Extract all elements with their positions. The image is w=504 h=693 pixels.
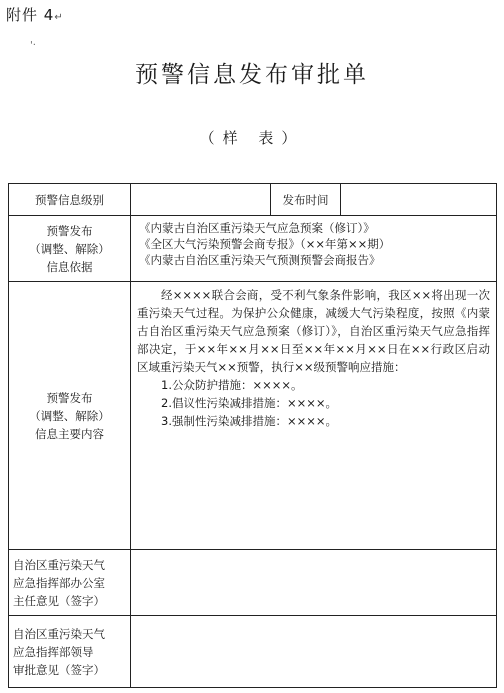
leader-approval-row <box>9 616 497 688</box>
time-label: 发布时间 <box>271 184 341 216</box>
approval-form-table <box>8 183 497 688</box>
measure-item: 1.公众防护措施：××××。 <box>161 378 303 392</box>
basis-label-line: （调整、解除） <box>29 241 110 256</box>
leader-approval-label <box>9 616 131 688</box>
content-label-line: （调整、解除） <box>29 408 110 423</box>
basis-row <box>9 216 497 282</box>
corner-mark: '· <box>30 40 36 51</box>
content-row <box>9 282 497 550</box>
level-field[interactable] <box>131 184 271 216</box>
office-opinion-row <box>9 550 497 616</box>
office-opinion-field[interactable] <box>131 550 497 616</box>
office-label-line: 主任意见（签字） <box>13 593 105 608</box>
attachment-label-text: 附件 4 <box>6 6 55 24</box>
main-content[interactable] <box>131 282 497 550</box>
leader-label-line: 审批意见（签字） <box>13 662 105 677</box>
leader-label-line: 应急指挥部领导 <box>13 644 94 659</box>
leader-label-line: 自治区重污染天气 <box>13 626 105 641</box>
page-subtitle: （样 表） <box>199 129 305 147</box>
basis-item: 《全区大气污染预警会商专报》（××年第××期） <box>139 237 391 251</box>
measure-item: 2.倡议性污染减排措施：××××。 <box>161 396 338 410</box>
paragraph-mark: ↵ <box>54 12 64 23</box>
content-paragraph: 经××××联合会商，受不利气象条件影响，我区××将出现一次重污染天气过程。为保护公众健康，减缓大气污染程度，按照《内蒙古自治区重污染天气应急预案（修订）》，自治区重污染天气应急指挥部决定，于××年××月××日至××年××月××日在××行政区启动区域重污染天气××预警，执行××级预警响应措施： <box>137 288 490 374</box>
page-title: 预警信息发布审批单 <box>135 62 369 88</box>
office-label-line: 自治区重污染天气 <box>13 557 105 572</box>
measure-item: 3.强制性污染减排措施：××××。 <box>161 414 338 428</box>
basis-item: 《内蒙古自治区重污染天气应急预案（修订）》 <box>139 221 375 235</box>
basis-label-line: 预警发布 <box>46 223 93 238</box>
attachment-label <box>6 4 64 25</box>
office-label-line: 应急指挥部办公室 <box>13 575 105 590</box>
basis-item: 《内蒙古自治区重污染天气预测预警会商报告》 <box>139 253 381 267</box>
content-label-line: 信息主要内容 <box>35 426 104 441</box>
basis-label-line: 信息依据 <box>46 259 93 274</box>
basis-label <box>9 216 131 282</box>
level-label: 预警信息级别 <box>9 184 131 216</box>
office-opinion-label <box>9 550 131 616</box>
leader-approval-field[interactable] <box>131 616 497 688</box>
basis-content[interactable] <box>131 216 497 282</box>
content-label-line: 预警发布 <box>46 390 93 405</box>
level-row <box>9 184 497 216</box>
content-label <box>9 282 131 550</box>
time-field[interactable] <box>341 184 497 216</box>
